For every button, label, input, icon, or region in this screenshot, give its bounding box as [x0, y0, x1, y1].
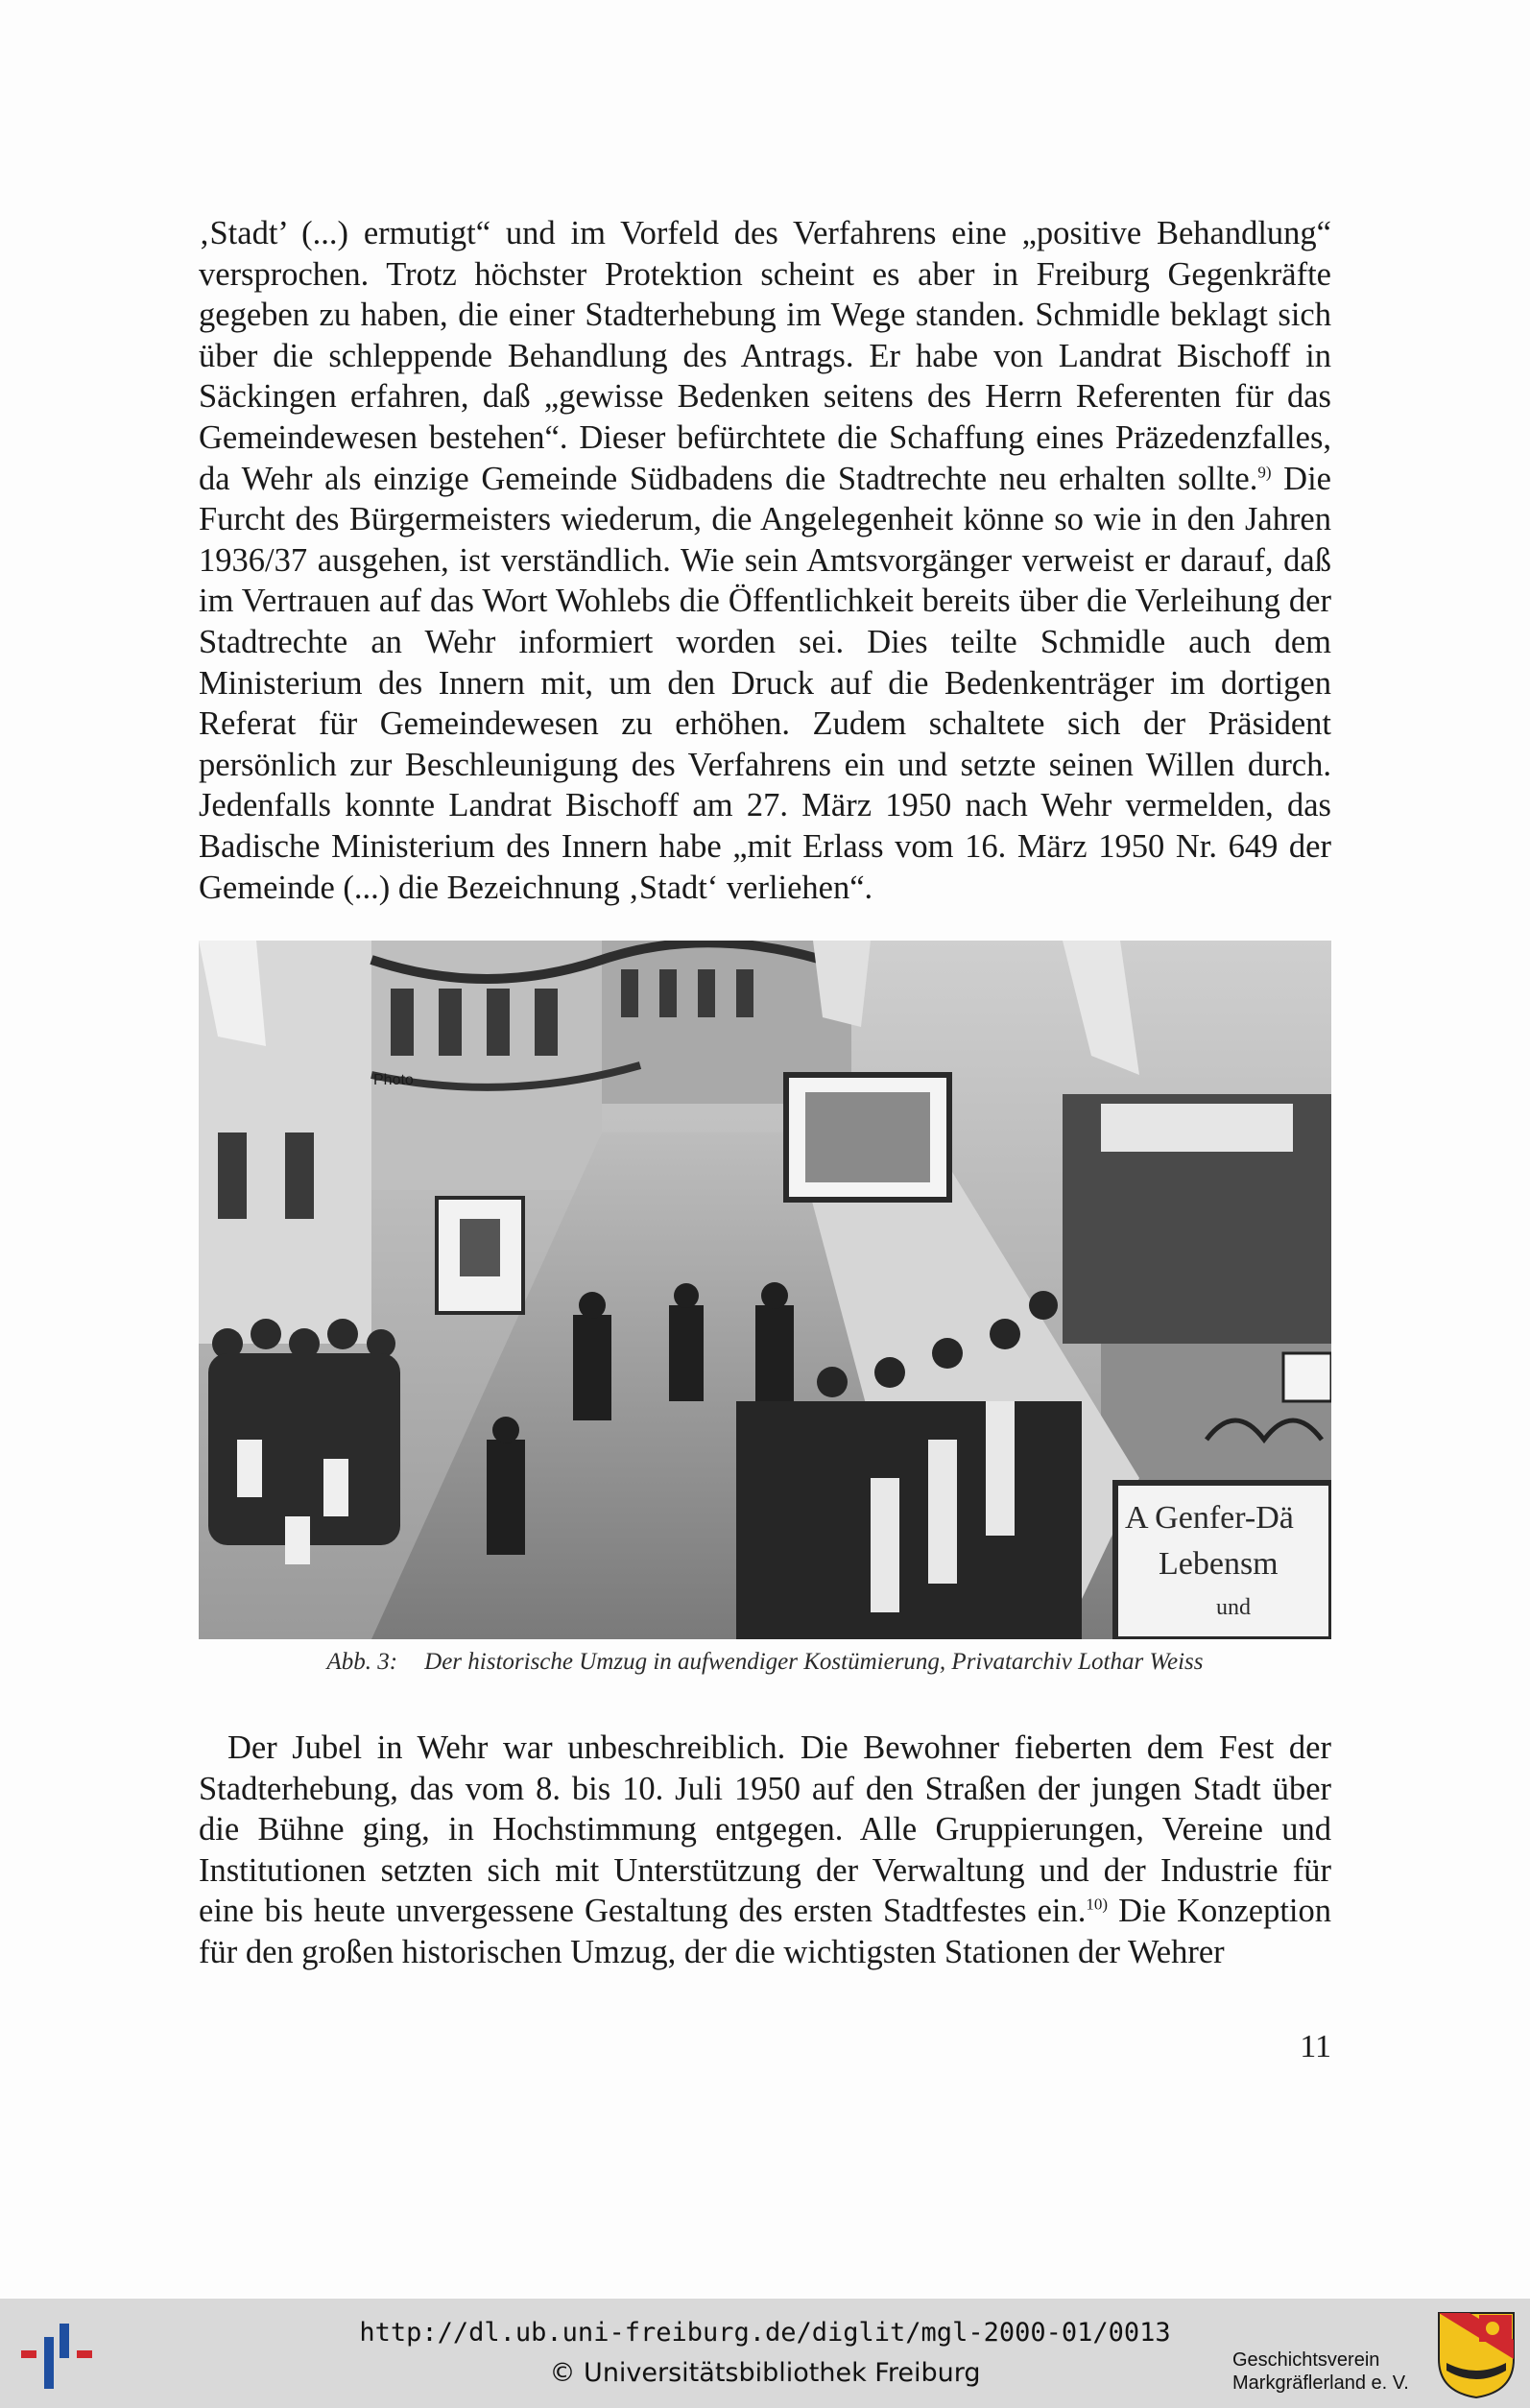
figure-caption	[199, 1649, 1331, 1676]
society-name	[1232, 2348, 1409, 2395]
historical-parade-photo	[199, 941, 1331, 1639]
source-url-link[interactable]: http://dl.ub.uni-freiburg.de/diglit/mgl-2000-01/0013	[359, 2318, 1171, 2348]
footnote-ref-9[interactable]: 9)	[1257, 463, 1272, 482]
shop-sign-line3: und	[1216, 1595, 1251, 1620]
figure-caption-text: Der historische Umzug in aufwendiger Kostümierung, Privatarchiv Lothar Weiss	[424, 1649, 1204, 1675]
body-paragraph-1	[199, 213, 1331, 908]
footnote-ref-10[interactable]: 10)	[1086, 1895, 1109, 1914]
society-name-line2: Markgräflerland e. V.	[1232, 2372, 1409, 2394]
para2-text-b: Die Konzeption für den großen historischen Umzug, der die wichtigsten Stationen der Wehrer	[199, 1893, 1331, 1970]
coat-of-arms-icon[interactable]	[1437, 2311, 1516, 2403]
shop-sign-line2: Lebensm	[1159, 1546, 1279, 1582]
figure-label: Abb. 3:	[326, 1649, 398, 1675]
body-paragraph-2	[199, 1728, 1331, 1973]
page-number: 11	[1300, 2029, 1331, 2064]
para1-text-a: ‚Stadt’ (...) ermutigt“ und im Vorfeld des Verfahrens eine „positive Behandlung“ versprochen. Trotz höchster Protektion scheint es aber in Freiburg Gegenkräfte gegeben zu haben, die einer Stadterhebung im Wege standen. Schmidle beklagt sich über die schleppende Behandlung des Antrags. Er habe von Landrat Bischoff in Säckingen erfahren, daß „gewisse Bedenken seitens des Herrn Referenten für das Gemeindewesen bestehen“. Dieser befürchtete die Schaffung eines Präzedenzfalles, da Wehr als einzige Gemeinde Südbadens die Stadtrechte neu erhalten sollte.	[199, 215, 1331, 497]
photo-shop-sign: Photo	[373, 1072, 414, 1088]
footer-bar	[0, 2299, 1530, 2408]
shop-sign-line1: A Genfer-Dä	[1125, 1500, 1294, 1536]
para2-text-a: Der Jubel in Wehr war unbeschreiblich. Die Bewohner fieberten dem Fest der Stadterhebung, das vom 8. bis 10. Juli 1950 auf den Straßen der jungen Stadt über die Bühne ging, in Hochstimmung entgegen. Alle Gruppierungen, Vereine und Institutionen setzten sich mit Unterstützung der Verwaltung und der Industrie für eine bis heute unvergessene Gestaltung des ersten Stadtfestes ein.	[199, 1729, 1331, 1930]
copyright-text: © Universitätsbibliothek Freiburg	[549, 2358, 981, 2388]
society-name-line1: Geschichtsverein	[1232, 2349, 1380, 2371]
para1-text-b: Die Furcht des Bürgermeisters wiederum, die Angelegenheit könne so wie in den Jahren 1936/37 ausgehen, ist verständlich. Wie sein Amtsvorgänger verweist er darauf, daß im Vertrauen auf das Wort Wohlebs die Öffentlichkeit bereits über die Verleihung der Stadtrechte an Wehr informiert worden sei. Dies teilte Schmidle auch dem Ministerium des Innern mit, um den Druck auf die Bedenkenträger im dortigen Referat für Gemeindewesen zu erhöhen. Zudem schaltete sich der Präsident persönlich zur Beschleunigung des Verfahrens ein und setzte seinen Willen durch. Jedenfalls konnte Landrat Bischoff am 27. März 1950 nach Wehr vermelden, das Badische Ministerium des Innern habe „mit Erlass vom 16. März 1950 Nr. 649 der Gemeinde (...) die Bezeichnung ‚Stadt‘ verliehen“.	[199, 460, 1331, 906]
